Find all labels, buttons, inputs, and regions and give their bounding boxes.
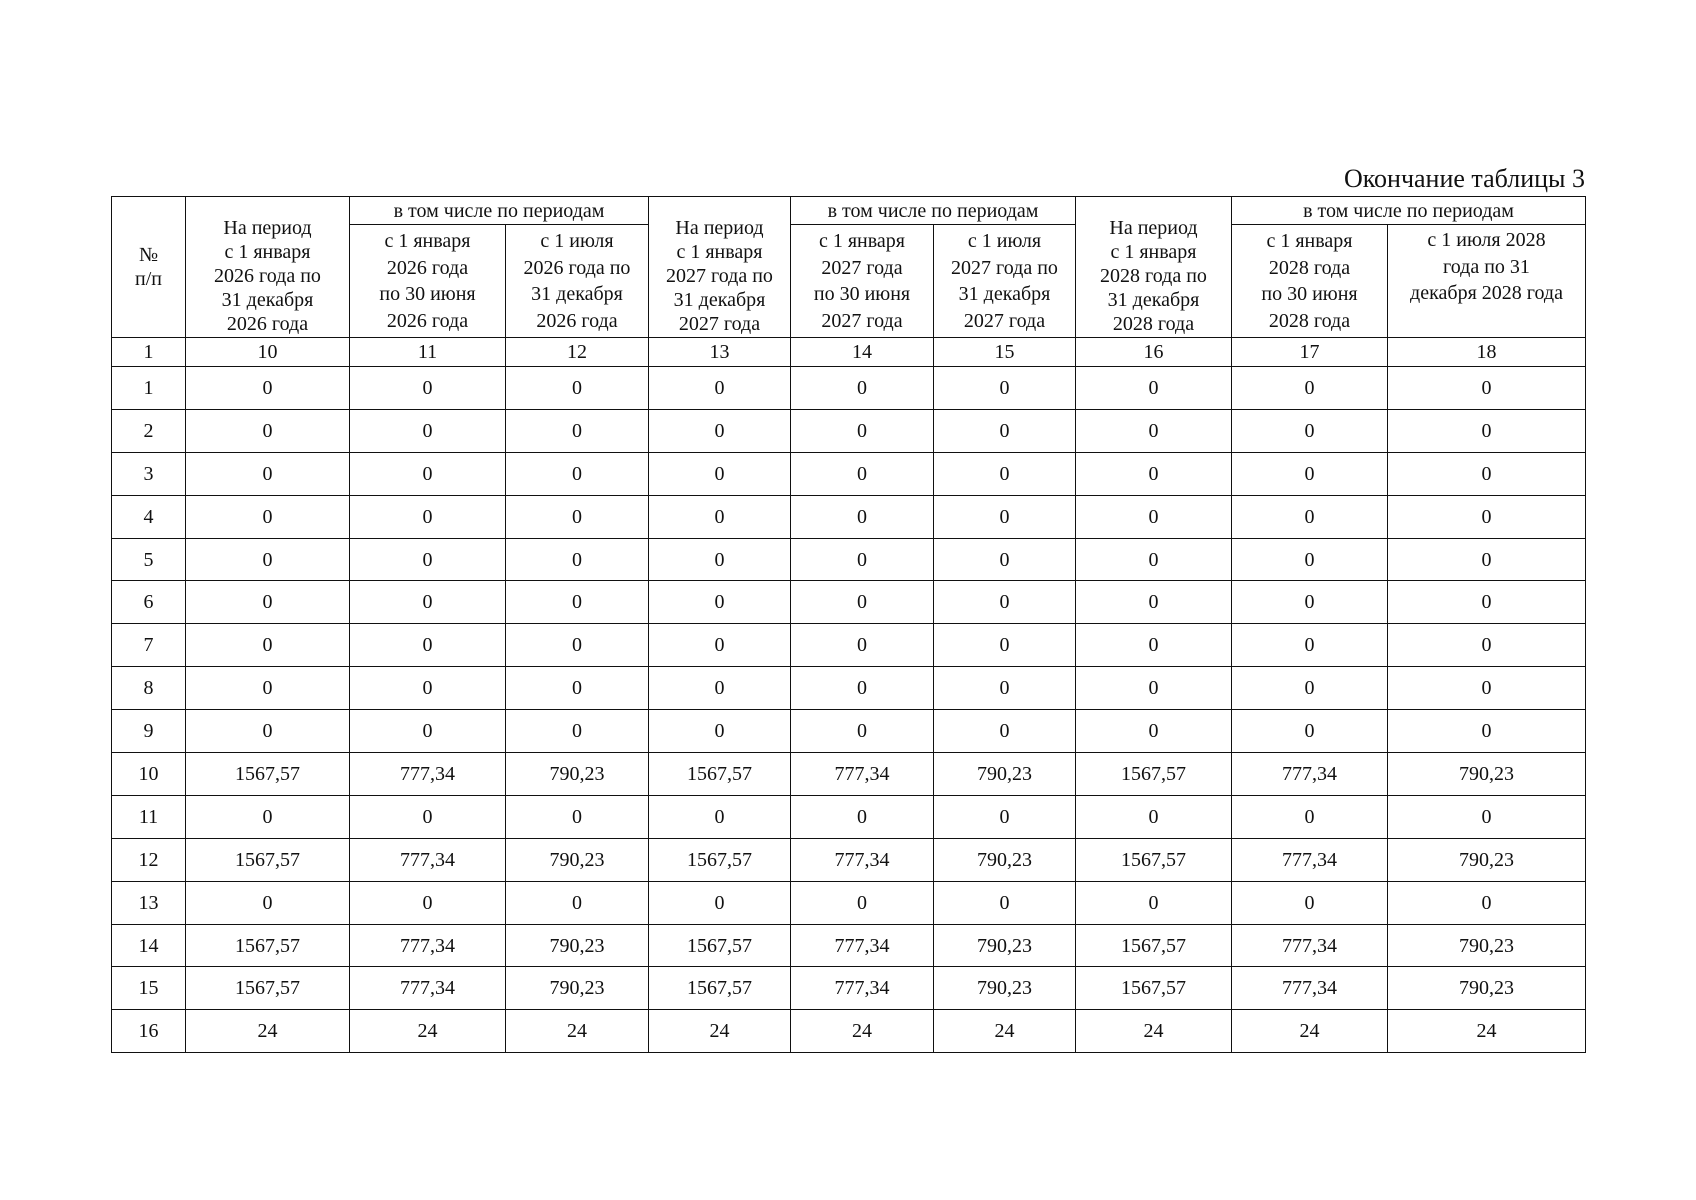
row-number-cell: 6	[112, 581, 186, 624]
table-cell: 24	[506, 1010, 649, 1053]
table-cell: 0	[1076, 710, 1232, 753]
column-number: 14	[791, 338, 934, 367]
table-row	[112, 881, 1586, 924]
table-cell: 0	[649, 795, 791, 838]
table-cell: 0	[1388, 710, 1586, 753]
table-body	[112, 367, 1586, 1053]
row-number-cell: 10	[112, 753, 186, 796]
table-cell: 0	[649, 581, 791, 624]
table-cell: 0	[350, 495, 506, 538]
table-cell: 24	[1076, 1010, 1232, 1053]
header-h2-2028: с 1 июля 2028 года по 31 декабря 2028 года	[1388, 225, 1586, 338]
table-cell: 0	[791, 667, 934, 710]
table-cell: 0	[186, 495, 350, 538]
table-cell: 1567,57	[649, 838, 791, 881]
table-row	[112, 409, 1586, 452]
table-cell: 1567,57	[1076, 753, 1232, 796]
table-cell: 0	[934, 367, 1076, 410]
table-cell: 790,23	[1388, 753, 1586, 796]
table-cell: 777,34	[350, 967, 506, 1010]
column-number-row	[112, 338, 1586, 367]
table-cell: 24	[791, 1010, 934, 1053]
table-cell: 0	[1076, 667, 1232, 710]
table-cell: 0	[934, 538, 1076, 581]
table-cell: 0	[186, 667, 350, 710]
row-number-cell: 2	[112, 409, 186, 452]
table-row	[112, 624, 1586, 667]
table-cell: 0	[186, 581, 350, 624]
column-number: 11	[350, 338, 506, 367]
table-cell: 790,23	[506, 967, 649, 1010]
table-cell: 1567,57	[649, 924, 791, 967]
table-cell: 0	[350, 710, 506, 753]
table-cell: 0	[649, 710, 791, 753]
table-cell: 1567,57	[1076, 838, 1232, 881]
table-cell: 0	[649, 538, 791, 581]
table-cell: 24	[186, 1010, 350, 1053]
table-row	[112, 452, 1586, 495]
table-row	[112, 1010, 1586, 1053]
table-cell: 24	[649, 1010, 791, 1053]
table-cell: 0	[791, 452, 934, 495]
row-number-cell: 14	[112, 924, 186, 967]
row-number-cell: 9	[112, 710, 186, 753]
table-row	[112, 667, 1586, 710]
column-number: 18	[1388, 338, 1586, 367]
table-cell: 0	[1388, 538, 1586, 581]
table-cell: 0	[1232, 881, 1388, 924]
table-cell: 1567,57	[186, 753, 350, 796]
table-cell: 0	[649, 367, 791, 410]
table-cell: 0	[506, 367, 649, 410]
table-cell: 0	[186, 710, 350, 753]
table-row	[112, 967, 1586, 1010]
table-cell: 790,23	[934, 967, 1076, 1010]
header-h2-2027: с 1 июля 2027 года по 31 декабря 2027 года	[934, 225, 1076, 338]
table-cell: 0	[1076, 795, 1232, 838]
table-cell: 777,34	[350, 753, 506, 796]
table-cell: 0	[186, 452, 350, 495]
table-cell: 0	[350, 795, 506, 838]
row-number-cell: 8	[112, 667, 186, 710]
table-cell: 0	[1232, 581, 1388, 624]
row-number-cell: 16	[112, 1010, 186, 1053]
table-cell: 0	[186, 367, 350, 410]
table-cell: 0	[1076, 538, 1232, 581]
table-cell: 0	[1232, 495, 1388, 538]
row-number-cell: 15	[112, 967, 186, 1010]
table-cell: 0	[791, 538, 934, 581]
table-cell: 777,34	[791, 753, 934, 796]
table-cell: 0	[506, 495, 649, 538]
table-cell: 0	[791, 624, 934, 667]
row-number-cell: 5	[112, 538, 186, 581]
table-row	[112, 495, 1586, 538]
column-number: 10	[186, 338, 350, 367]
table-cell: 0	[1232, 367, 1388, 410]
table-cell: 0	[350, 667, 506, 710]
table-cell: 0	[1388, 452, 1586, 495]
table-row	[112, 367, 1586, 410]
table-cell: 0	[1388, 495, 1586, 538]
table-cell: 0	[649, 667, 791, 710]
table-cell: 0	[1232, 710, 1388, 753]
table-caption: Окончание таблицы 3	[1343, 164, 1585, 193]
table-cell: 0	[649, 495, 791, 538]
table-cell: 0	[1232, 624, 1388, 667]
table-cell: 1567,57	[1076, 967, 1232, 1010]
table-cell: 790,23	[1388, 967, 1586, 1010]
table-cell: 0	[1388, 881, 1586, 924]
table-cell: 0	[1232, 795, 1388, 838]
table-cell: 790,23	[934, 753, 1076, 796]
table-cell: 0	[791, 881, 934, 924]
row-number-cell: 13	[112, 881, 186, 924]
table-cell: 0	[934, 667, 1076, 710]
header-h1-2027: с 1 января 2027 года по 30 июня 2027 года	[791, 225, 934, 338]
table-cell: 0	[934, 881, 1076, 924]
table-cell: 0	[791, 710, 934, 753]
table-cell: 0	[1076, 581, 1232, 624]
table-cell: 777,34	[1232, 753, 1388, 796]
table-cell: 0	[506, 710, 649, 753]
table-cell: 0	[1076, 495, 1232, 538]
table-cell: 1567,57	[649, 967, 791, 1010]
header-h1-2026: с 1 января 2026 года по 30 июня 2026 года	[350, 225, 506, 338]
table-cell: 0	[186, 538, 350, 581]
table-cell: 790,23	[1388, 838, 1586, 881]
table-row	[112, 710, 1586, 753]
table-cell: 0	[506, 624, 649, 667]
table-cell: 0	[1388, 624, 1586, 667]
table-cell: 790,23	[1388, 924, 1586, 967]
row-number-cell: 7	[112, 624, 186, 667]
table-cell: 0	[1232, 452, 1388, 495]
header-row-top	[112, 197, 1586, 225]
row-number-cell: 12	[112, 838, 186, 881]
table-cell: 0	[1388, 795, 1586, 838]
table-cell: 0	[506, 881, 649, 924]
table-cell: 24	[1232, 1010, 1388, 1053]
table-cell: 0	[1076, 452, 1232, 495]
header-subgroup-2026: в том числе по периодам	[350, 197, 649, 225]
header-total-2028: На период с 1 января 2028 года по 31 декабря 2028 года	[1076, 197, 1232, 338]
table-cell: 0	[934, 795, 1076, 838]
table-cell: 0	[506, 581, 649, 624]
table-cell: 777,34	[1232, 967, 1388, 1010]
table-cell: 0	[1388, 367, 1586, 410]
table-cell: 0	[350, 881, 506, 924]
table-cell: 0	[350, 581, 506, 624]
table-cell: 1567,57	[186, 838, 350, 881]
table-cell: 0	[506, 795, 649, 838]
table-cell: 0	[649, 881, 791, 924]
row-number-cell: 1	[112, 367, 186, 410]
table-cell: 0	[186, 795, 350, 838]
table-row	[112, 924, 1586, 967]
table-cell: 790,23	[506, 924, 649, 967]
table-row	[112, 581, 1586, 624]
table-cell: 0	[791, 409, 934, 452]
row-number-cell: 4	[112, 495, 186, 538]
table-cell: 0	[791, 581, 934, 624]
table-row	[112, 538, 1586, 581]
table-cell: 0	[1076, 409, 1232, 452]
table-cell: 0	[1388, 581, 1586, 624]
table-cell: 777,34	[1232, 838, 1388, 881]
header-num-col: № п/п	[112, 197, 186, 338]
table-cell: 0	[934, 452, 1076, 495]
table-cell: 1567,57	[649, 753, 791, 796]
table-cell: 0	[649, 409, 791, 452]
table-cell: 777,34	[1232, 924, 1388, 967]
table-cell: 0	[1076, 624, 1232, 667]
table-cell: 0	[350, 367, 506, 410]
table-cell: 0	[934, 409, 1076, 452]
table-cell: 24	[934, 1010, 1076, 1053]
column-number: 13	[649, 338, 791, 367]
table-cell: 0	[506, 409, 649, 452]
table-cell: 0	[934, 495, 1076, 538]
table-cell: 0	[506, 452, 649, 495]
table-cell: 0	[186, 624, 350, 667]
table-cell: 0	[506, 667, 649, 710]
table-cell: 777,34	[791, 838, 934, 881]
table-cell: 0	[934, 624, 1076, 667]
table-cell: 0	[350, 452, 506, 495]
column-number: 17	[1232, 338, 1388, 367]
table-cell: 0	[186, 881, 350, 924]
table-cell: 1567,57	[186, 924, 350, 967]
table-cell: 0	[1232, 667, 1388, 710]
table-row	[112, 838, 1586, 881]
column-number: 15	[934, 338, 1076, 367]
table-cell: 777,34	[350, 924, 506, 967]
table-cell: 790,23	[934, 838, 1076, 881]
table-cell: 0	[506, 538, 649, 581]
table-cell: 0	[791, 367, 934, 410]
column-number: 16	[1076, 338, 1232, 367]
table-row	[112, 753, 1586, 796]
table-cell: 0	[791, 795, 934, 838]
table-cell: 0	[1232, 409, 1388, 452]
header-subgroup-2027: в том числе по периодам	[791, 197, 1076, 225]
column-number: 1	[112, 338, 186, 367]
table-row	[112, 795, 1586, 838]
table-cell: 0	[1388, 667, 1586, 710]
table-cell: 0	[1388, 409, 1586, 452]
table-cell: 0	[350, 409, 506, 452]
table-cell: 0	[934, 710, 1076, 753]
table-cell: 24	[350, 1010, 506, 1053]
header-h1-2028: с 1 января 2028 года по 30 июня 2028 года	[1232, 225, 1388, 338]
header-total-2026: На период с 1 января 2026 года по 31 декабря 2026 года	[186, 197, 350, 338]
table-cell: 0	[791, 495, 934, 538]
table-cell: 790,23	[506, 838, 649, 881]
table-cell: 1567,57	[1076, 924, 1232, 967]
table-cell: 790,23	[506, 753, 649, 796]
table-cell: 0	[649, 624, 791, 667]
row-number-cell: 3	[112, 452, 186, 495]
table-cell: 0	[1076, 367, 1232, 410]
table-cell: 0	[1076, 881, 1232, 924]
table-cell: 790,23	[934, 924, 1076, 967]
header-h2-2026: с 1 июля 2026 года по 31 декабря 2026 года	[506, 225, 649, 338]
table-cell: 0	[350, 624, 506, 667]
row-number-cell: 11	[112, 795, 186, 838]
table-cell: 0	[934, 581, 1076, 624]
header-total-2027: На период с 1 января 2027 года по 31 декабря 2027 года	[649, 197, 791, 338]
column-number: 12	[506, 338, 649, 367]
table-cell: 24	[1388, 1010, 1586, 1053]
table-cell: 777,34	[791, 967, 934, 1010]
data-table	[111, 196, 1586, 1053]
table-cell: 0	[350, 538, 506, 581]
table-cell: 777,34	[350, 838, 506, 881]
table-cell: 0	[1232, 538, 1388, 581]
table-cell: 777,34	[791, 924, 934, 967]
table-cell: 1567,57	[186, 967, 350, 1010]
table-cell: 0	[186, 409, 350, 452]
table-cell: 0	[649, 452, 791, 495]
header-subgroup-2028: в том числе по периодам	[1232, 197, 1586, 225]
